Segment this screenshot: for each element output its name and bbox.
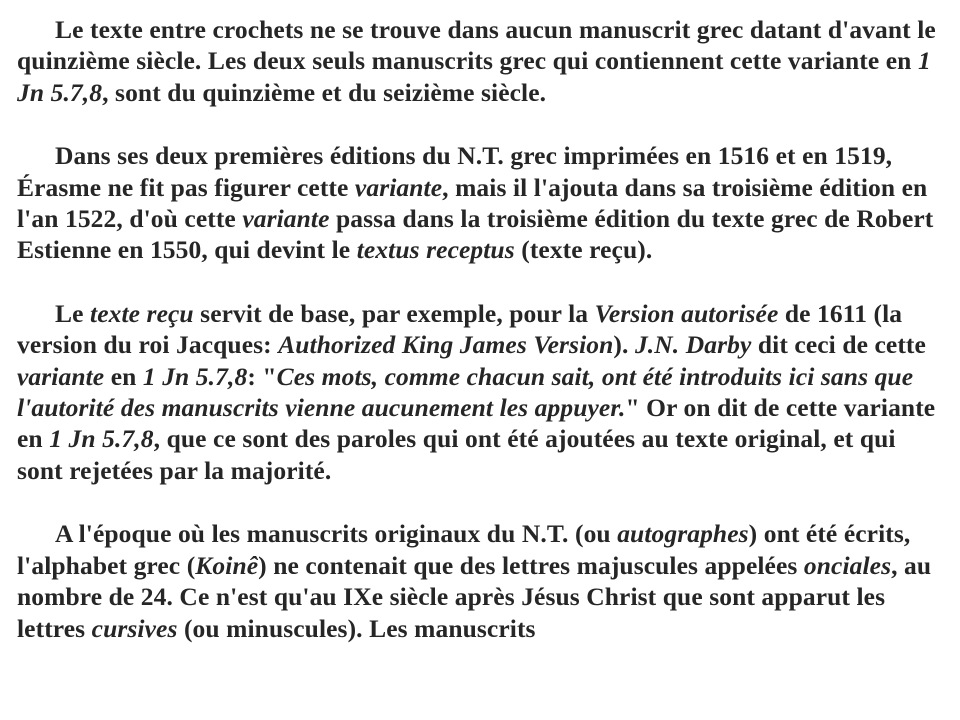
italic-text: 1 Jn 5.7,8 xyxy=(49,424,154,454)
italic-text: Ces mots, comme chacun sait, ont été introduits ici sans que l'autorité des manuscrits vienne aucunement les appuyer. xyxy=(17,361,914,423)
paragraph xyxy=(17,298,946,486)
text-run: passa dans la troisième édition du texte grec de Robert Estienne en 1550, qui devint le xyxy=(17,204,934,265)
text-run: dit ceci de cette xyxy=(751,330,926,360)
text-run: Le xyxy=(55,298,91,328)
text-run: servit de base, par exemple, pour la xyxy=(193,298,595,328)
italic-text: onciales xyxy=(803,550,892,580)
paragraph xyxy=(17,518,946,644)
text-run: en xyxy=(104,361,143,391)
text-run: ) ne contenait que des lettres majuscules appelées xyxy=(258,550,804,580)
italic-text: 1 Jn 5.7,8 xyxy=(17,46,931,107)
text-run: , mais il l'ajouta dans sa troisième édition en l'an 1522, d'où cette xyxy=(17,172,928,234)
text-run: A l'époque où les manuscrits originaux du N.T. (ou xyxy=(55,519,618,549)
text-run: , au nombre de 24. Ce n'est qu'au IXe siècle après Jésus Christ que sont apparut les lettres xyxy=(17,550,932,643)
paragraph xyxy=(17,14,946,108)
text-run: de 1611 (la version du roi Jacques: xyxy=(17,298,903,360)
italic-text: cursives xyxy=(91,613,178,643)
text-run: , sont du quinzième et du seizième siècle. xyxy=(102,77,547,107)
italic-text: J.N. Darby xyxy=(634,330,752,360)
text-run: Dans ses deux premières éditions du N.T. grec imprimées en 1516 et en 1519, Érasme ne fit pas figurer cette xyxy=(17,141,893,202)
italic-text: autographes xyxy=(617,519,749,549)
paragraph xyxy=(17,140,946,266)
italic-text: texte reçu xyxy=(90,298,194,328)
italic-text: Authorized King James Version xyxy=(278,330,614,360)
italic-text: 1 Jn 5.7,8 xyxy=(142,361,248,391)
text-run: ) ont été écrits, l'alphabet grec ( xyxy=(17,519,911,580)
italic-text: Version autorisée xyxy=(594,298,779,328)
text-run: (texte reçu). xyxy=(514,235,653,265)
text-run: : " xyxy=(247,361,277,391)
text-run: ). xyxy=(613,330,635,360)
text-run: Le texte entre crochets ne se trouve dans aucun manuscrit grec datant d'avant le quinzième siècle. Les deux seuls manuscrits grec qui contiennent cette variante en xyxy=(17,15,936,76)
italic-text: variante xyxy=(354,172,443,202)
italic-text: variante xyxy=(242,204,330,234)
italic-text: Koinê xyxy=(195,550,259,580)
text-run: " Or on dit de cette variante en xyxy=(17,393,936,454)
italic-text: textus receptus xyxy=(356,235,515,265)
italic-text: variante xyxy=(17,361,105,391)
text-run: (ou minuscules). Les manuscrits xyxy=(177,613,536,643)
text-run: , que ce sont des paroles qui ont été ajoutées au texte original, et qui sont rejetées par la majorité. xyxy=(17,424,896,485)
